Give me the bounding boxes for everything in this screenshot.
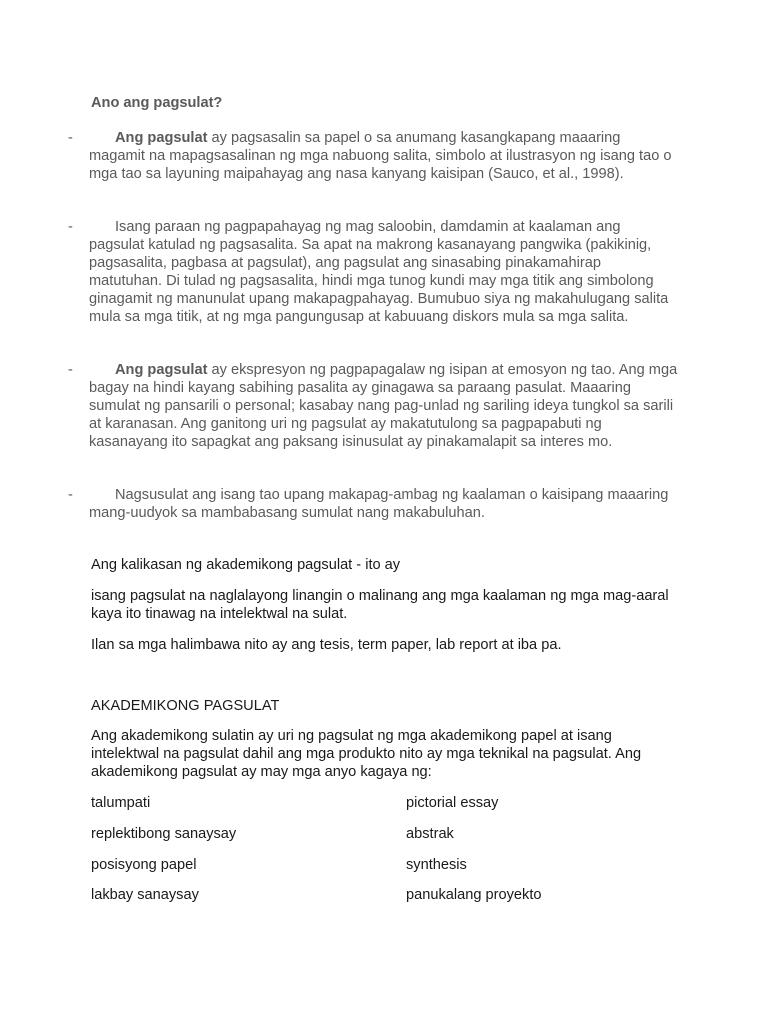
bullet-lead: Ang pagsulat <box>115 130 208 146</box>
bullet-item-1 <box>68 129 678 183</box>
kalikasan-body: isang pagsulat na naglalayong linangin o malinang ang mga kaalaman ng mga mag-aaral kaya ito tinawag na intelektwal na sulat. <box>91 588 669 622</box>
question-heading: Ano ang pagsulat? <box>91 95 223 111</box>
akademiko-title: AKADEMIKONG PAGSULAT <box>91 698 280 714</box>
list-item: replektibong sanaysay <box>91 826 237 842</box>
anyo-list <box>91 794 691 914</box>
list-item: lakbay sanaysay <box>91 887 199 903</box>
bullet-text <box>89 361 678 451</box>
bullet-dash: - <box>68 219 73 235</box>
list-item: talumpati <box>91 795 151 811</box>
list-item: pictorial essay <box>406 795 499 811</box>
bullet-body: Nagsusulat ang isang tao upang makapag-ambag ng kaalaman o kaisipang maaaring mang-uudyok sa mambabasang sumulat nang makabuluhan. <box>89 487 669 521</box>
bullet-body: ay ekspresyon ng pagpapagalaw ng isipan at emosyon ng tao. Ang mga bagay na hindi kayang sabihing pasalita ay ginagawa sa paraang pasulat. Maaaring sumulat ng pansarili o personal; kasabay nang pag-unlad ng sariling ideya tungkol sa sarili at karanasan. Ang ganitong uri ng pagsulat ay makatutulong sa pagpapabuti ng kasanayang ito sapagkat ang paksang isinusulat ay pinakamalapit sa interes mo. <box>89 362 678 450</box>
list-item: abstrak <box>406 826 454 842</box>
list-item: synthesis <box>406 857 467 873</box>
bullet-text <box>89 486 678 522</box>
list-item: posisyong papel <box>91 857 197 873</box>
list-item: panukalang proyekto <box>406 887 542 903</box>
akademiko-body: Ang akademikong sulatin ay uri ng pagsulat ng mga akademikong papel at isang intelektwal na pagsulat dahil ang mga produkto nito ay mga teknikal na pagsulat. Ang akademikong pagsulat ay may mga anyo kagaya ng: <box>91 728 642 780</box>
kalikasan-title: Ang kalikasan ng akademikong pagsulat - ito ay <box>91 557 401 573</box>
bullet-lead: Ang pagsulat <box>115 362 208 378</box>
bullet-item-3 <box>68 361 678 451</box>
bullet-body: Isang paraan ng pagpapahayag ng mag saloobin, damdamin at kaalaman ang pagsulat katulad ng pagsasalita. Sa apat na makrong kasanayang pangwika (pakikinig, pagsasalita, pagbasa at pagsulat), ang pagsulat ang sinasabing pinakamahirap matutuhan. Di tulad ng pagsasalita, hindi mga tunog kundi may mga titik ang simbolong ginagamit ng manunulat upang makapagpahayag. Bumubuo siya ng makahulugang salita mula sa mga titik, at ng mga pangungusap at kabuuang diskors mula sa mga salita. <box>89 219 669 325</box>
bullet-body: ay pagsasalin sa papel o sa anumang kasangkapang maaaring magamit na mapagsasalinan ng mga nabuong salita, simbolo at ilustrasyon ng isang tao o mga tao sa layuning maipahayag ang nasa kanyang kaisipan (Sauco, et al., 1998). <box>89 130 672 182</box>
bullet-item-2 <box>68 218 678 326</box>
bullet-dash: - <box>68 487 73 503</box>
bullet-dash: - <box>68 362 73 378</box>
bullet-dash: - <box>68 130 73 146</box>
bullet-item-4 <box>68 486 678 522</box>
bullet-text <box>89 129 678 183</box>
kalikasan-examples: Ilan sa mga halimbawa nito ay ang tesis, term paper, lab report at iba pa. <box>91 637 562 653</box>
bullet-text <box>89 218 678 326</box>
